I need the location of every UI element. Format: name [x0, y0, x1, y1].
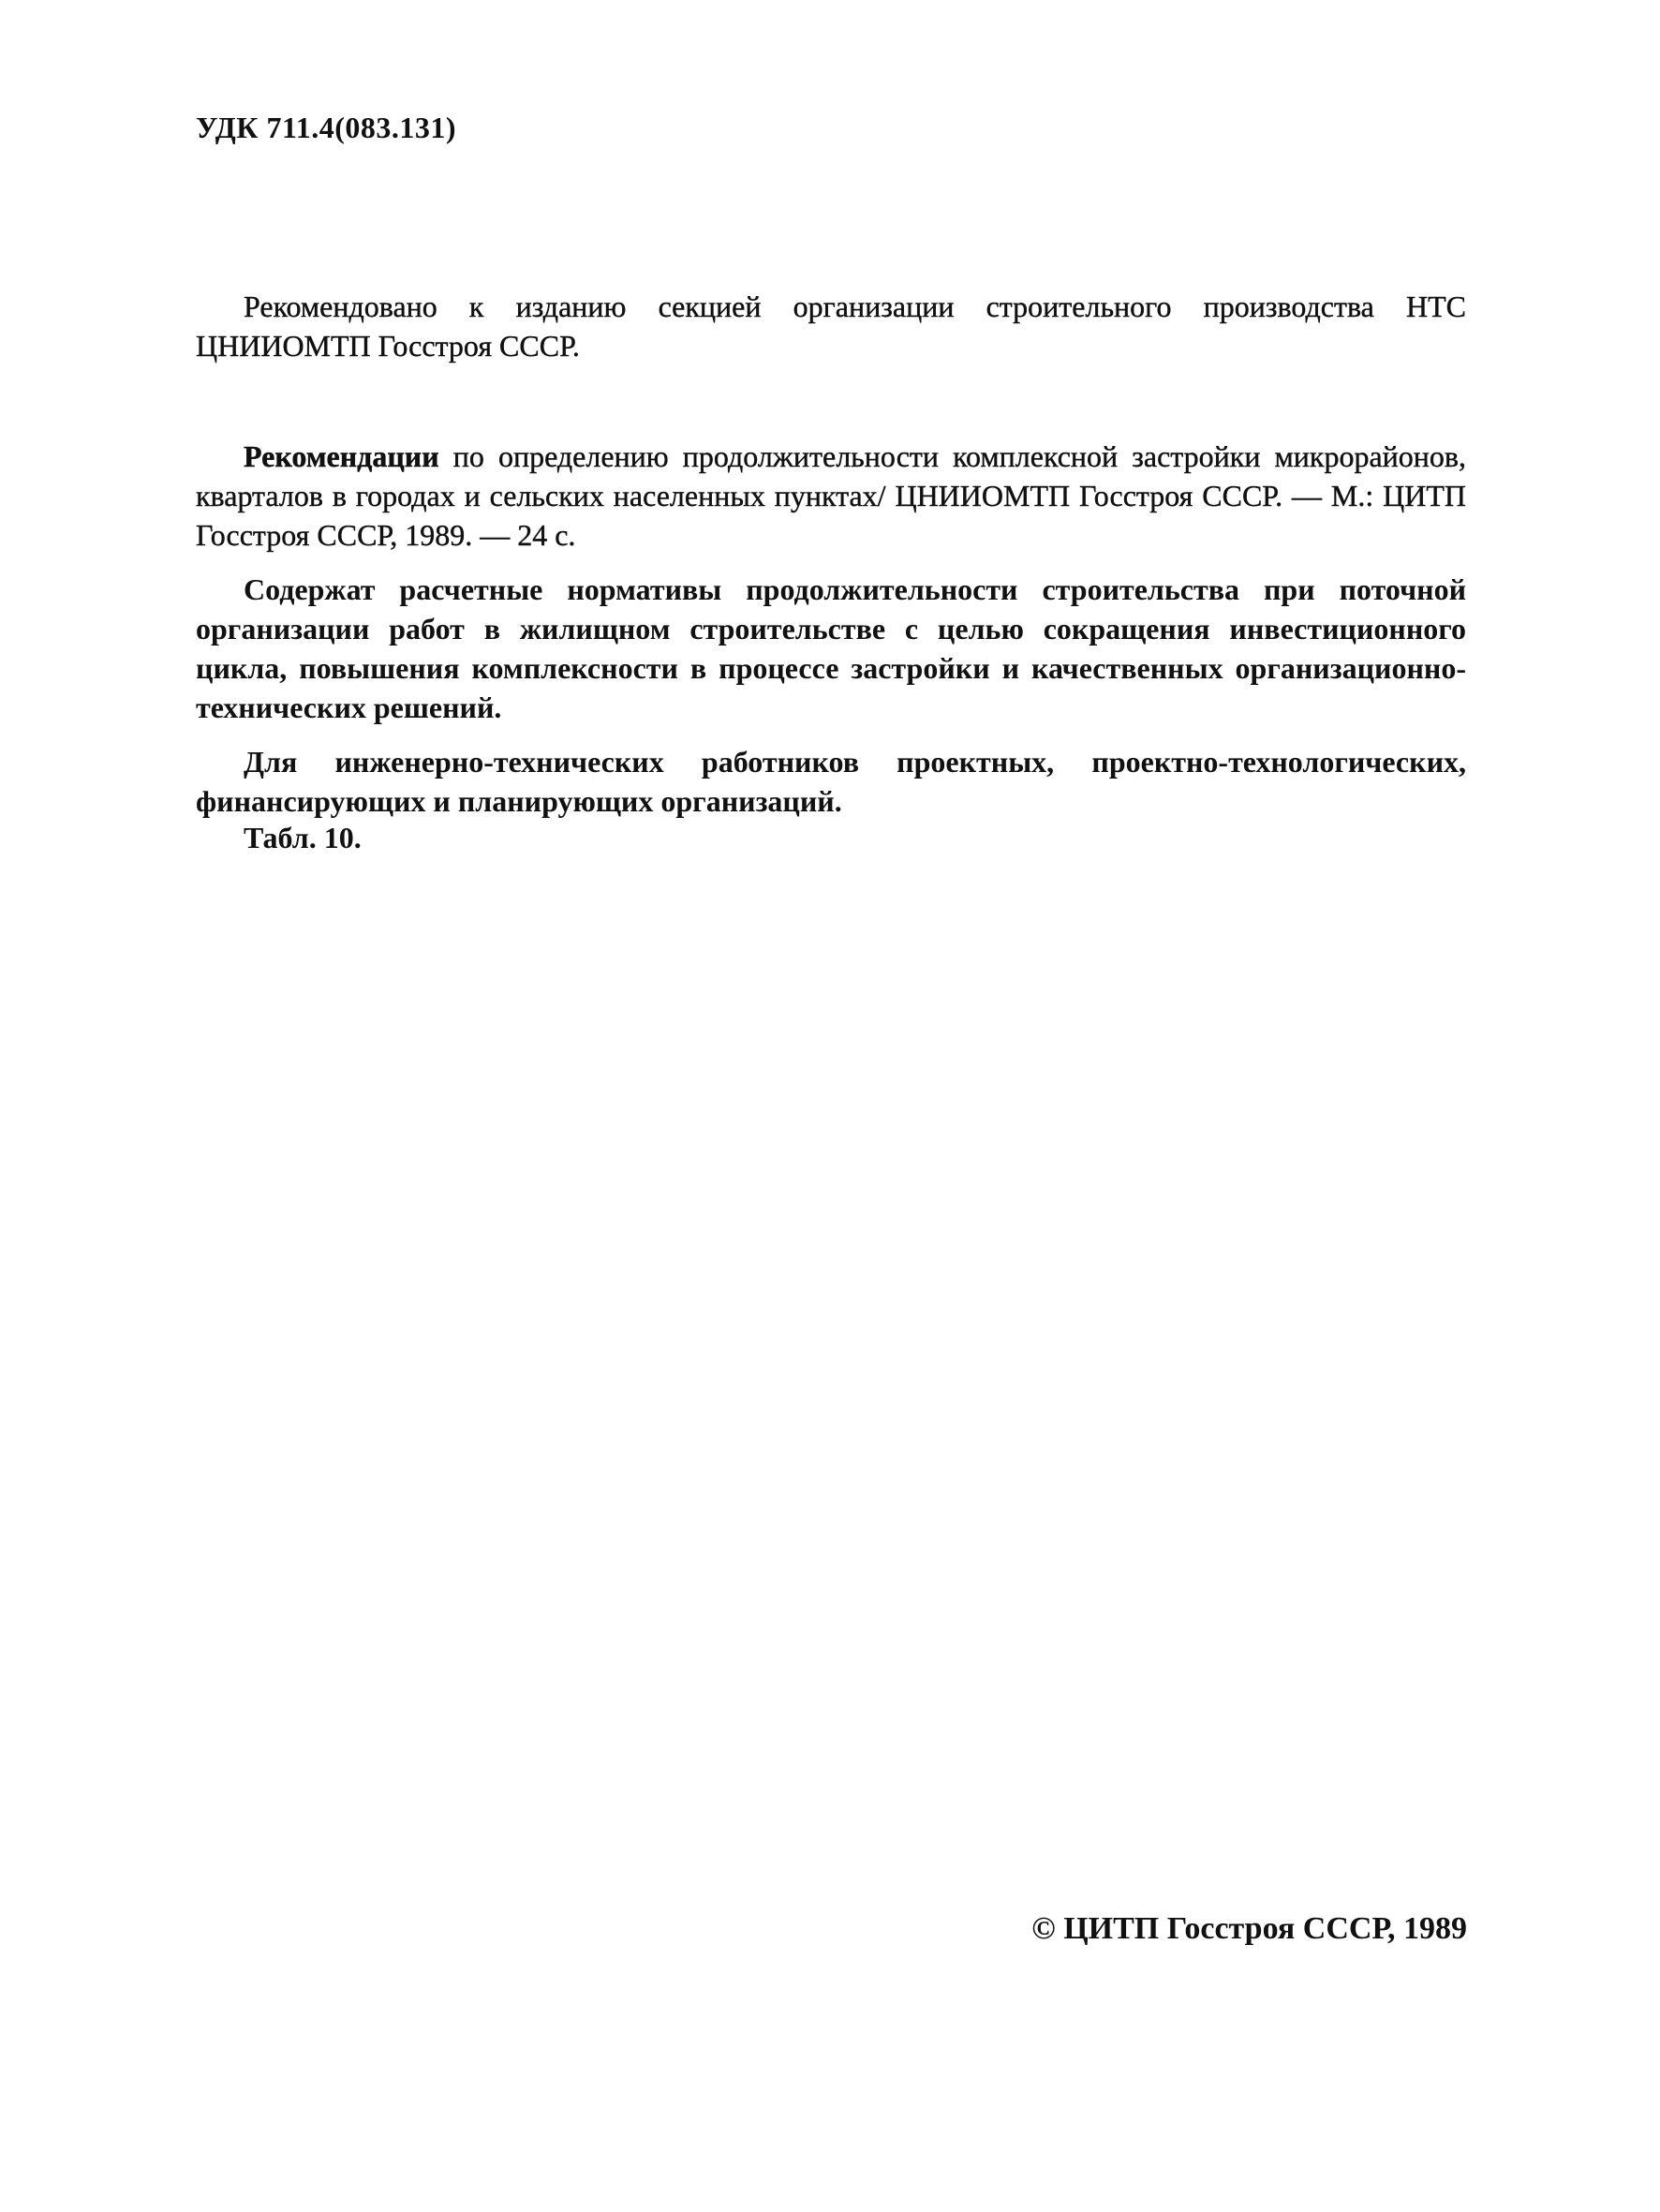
abstract-summary: Содержат расчетные нормативы продолжительности строительства при поточной организации работ в жилищном строительстве с целью сокращения инвестиционного цикла, повышения комплексности в процессе застройки и качественных организационно-технических решений.: [196, 572, 1466, 724]
copyright-notice: © ЦИТП Госстроя СССР, 1989: [1031, 1911, 1467, 1946]
bibliography-lead: Рекомендации: [244, 439, 439, 473]
bibliography-rest: по определению продолжительности комплексной застройки микрорайонов, кварталов в городах и сельских населенных пунктах/ ЦНИИОМТП Госстроя СССР. — М.: ЦИТП Госстроя СССР, 1989. — 24 с.: [196, 439, 1466, 552]
tables-count: Табл. 10.: [244, 821, 362, 854]
recommendation-note: Рекомендовано к изданию секцией организации строительного производства НТС ЦНИИОМТП Госстроя СССР.: [196, 289, 1466, 363]
bibliographic-description: [196, 437, 1466, 555]
target-audience: Для инженерно-технических работников проектных, проектно-технологических, финансирующих и планирующих организаций.: [196, 745, 1466, 818]
udk-code: УДК 711.4(083.131): [196, 111, 457, 144]
